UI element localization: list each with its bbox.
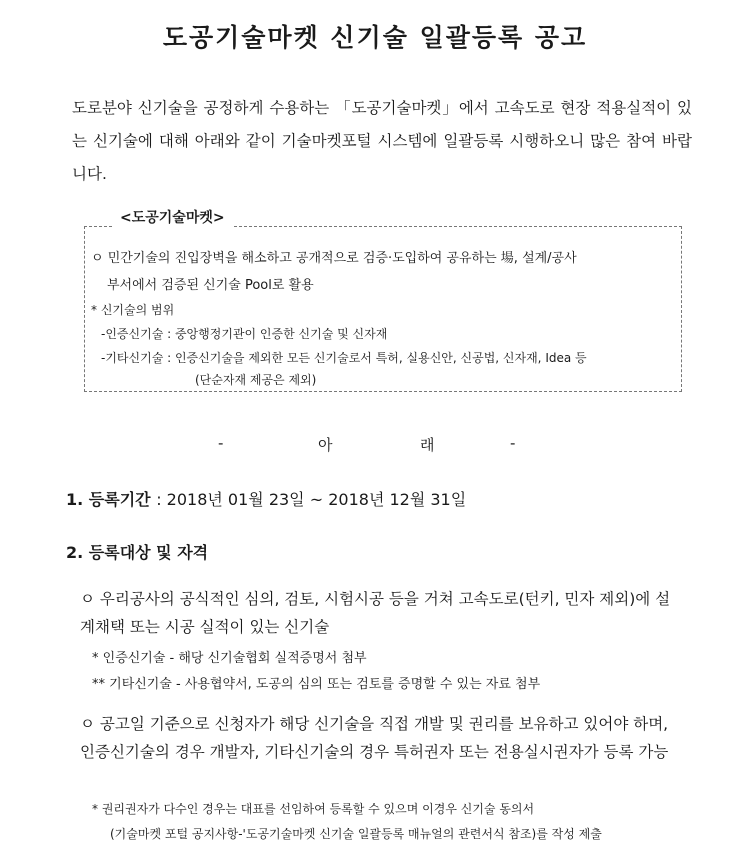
- section-2-heading: 2. 등록대상 및 자격: [66, 543, 209, 562]
- section-2-note-2: ** 기타신기술 - 사용협약서, 도공의 심의 또는 검토를 증명할 수 있는 자료 첨부: [92, 677, 541, 692]
- intro-paragraph: 도로분야 신기술을 공정하게 수용하는 「도공기술마켓」에서 고속도로 현장 적용실적이 있는 신기술에 대해 아래와 같이 기술마켓포털 시스템에 일괄등록 시행하오니 많은 참여 바랍니다.: [72, 99, 692, 183]
- box-other-line-1: -기타신기술 : 인증신기술을 제외한 모든 신기술로서 특허, 실용신안, 신공법, 신자재, Idea 등: [101, 351, 587, 365]
- tech-market-box: [84, 226, 682, 392]
- section-2-item-1: ㅇ 우리공사의 공식적인 심의, 검토, 시험시공 등을 거쳐 고속도로(턴키, 민자 제외)에 설계채택 또는 시공 실적이 있는 신기술: [80, 590, 671, 636]
- below-dash-left: -: [218, 434, 224, 452]
- box-line-1: ㅇ 민간기술의 진입장벽을 해소하고 공개적으로 검증·도입하여 공유하는 場, 설계/공사: [91, 251, 577, 266]
- section-2-item-2: ㅇ 공고일 기준으로 신청자가 해당 신기술을 직접 개발 및 권리를 보유하고 있어야 하며, 인증신기술의 경우 개발자, 기타신기술의 경우 특허권자 또는 전용실시권자가 등록 가능: [80, 715, 669, 761]
- section-2-note-1: * 인증신기술 - 해당 신기술협회 실적증명서 첨부: [92, 651, 367, 666]
- below-char-rae: 래: [420, 436, 435, 454]
- box-other-line-2: (단순자재 제공은 제외): [195, 373, 317, 387]
- box-title: <도공기술마켓>: [112, 207, 233, 227]
- box-line-2: 부서에서 검증된 신기술 Pool로 활용: [107, 278, 314, 293]
- section-1-label: 1. 등록기간: [66, 490, 151, 509]
- section-1-heading: [66, 487, 466, 510]
- box-cert-line: -인증신기술 : 중앙행정기관이 인증한 신기술 및 신자재: [101, 327, 388, 341]
- below-dash-right: -: [510, 434, 516, 452]
- box-scope-label: * 신기술의 범위: [91, 303, 175, 317]
- below-char-a: 아: [318, 436, 333, 454]
- section-1-period: : 2018년 01월 23일 ~ 2018년 12월 31일: [156, 490, 467, 509]
- section-2-note-3: * 권리권자가 다수인 경우는 대표를 선임하여 등록할 수 있으며 이경우 신기술 동의서: [92, 802, 535, 816]
- section-2-note-4: (기술마켓 포털 공지사항-'도공기술마켓 신기술 일괄등록 매뉴얼의 관련서식 참조)를 작성 제출: [110, 827, 602, 841]
- page-title: 도공기술마켓 신기술 일괄등록 공고: [162, 23, 588, 52]
